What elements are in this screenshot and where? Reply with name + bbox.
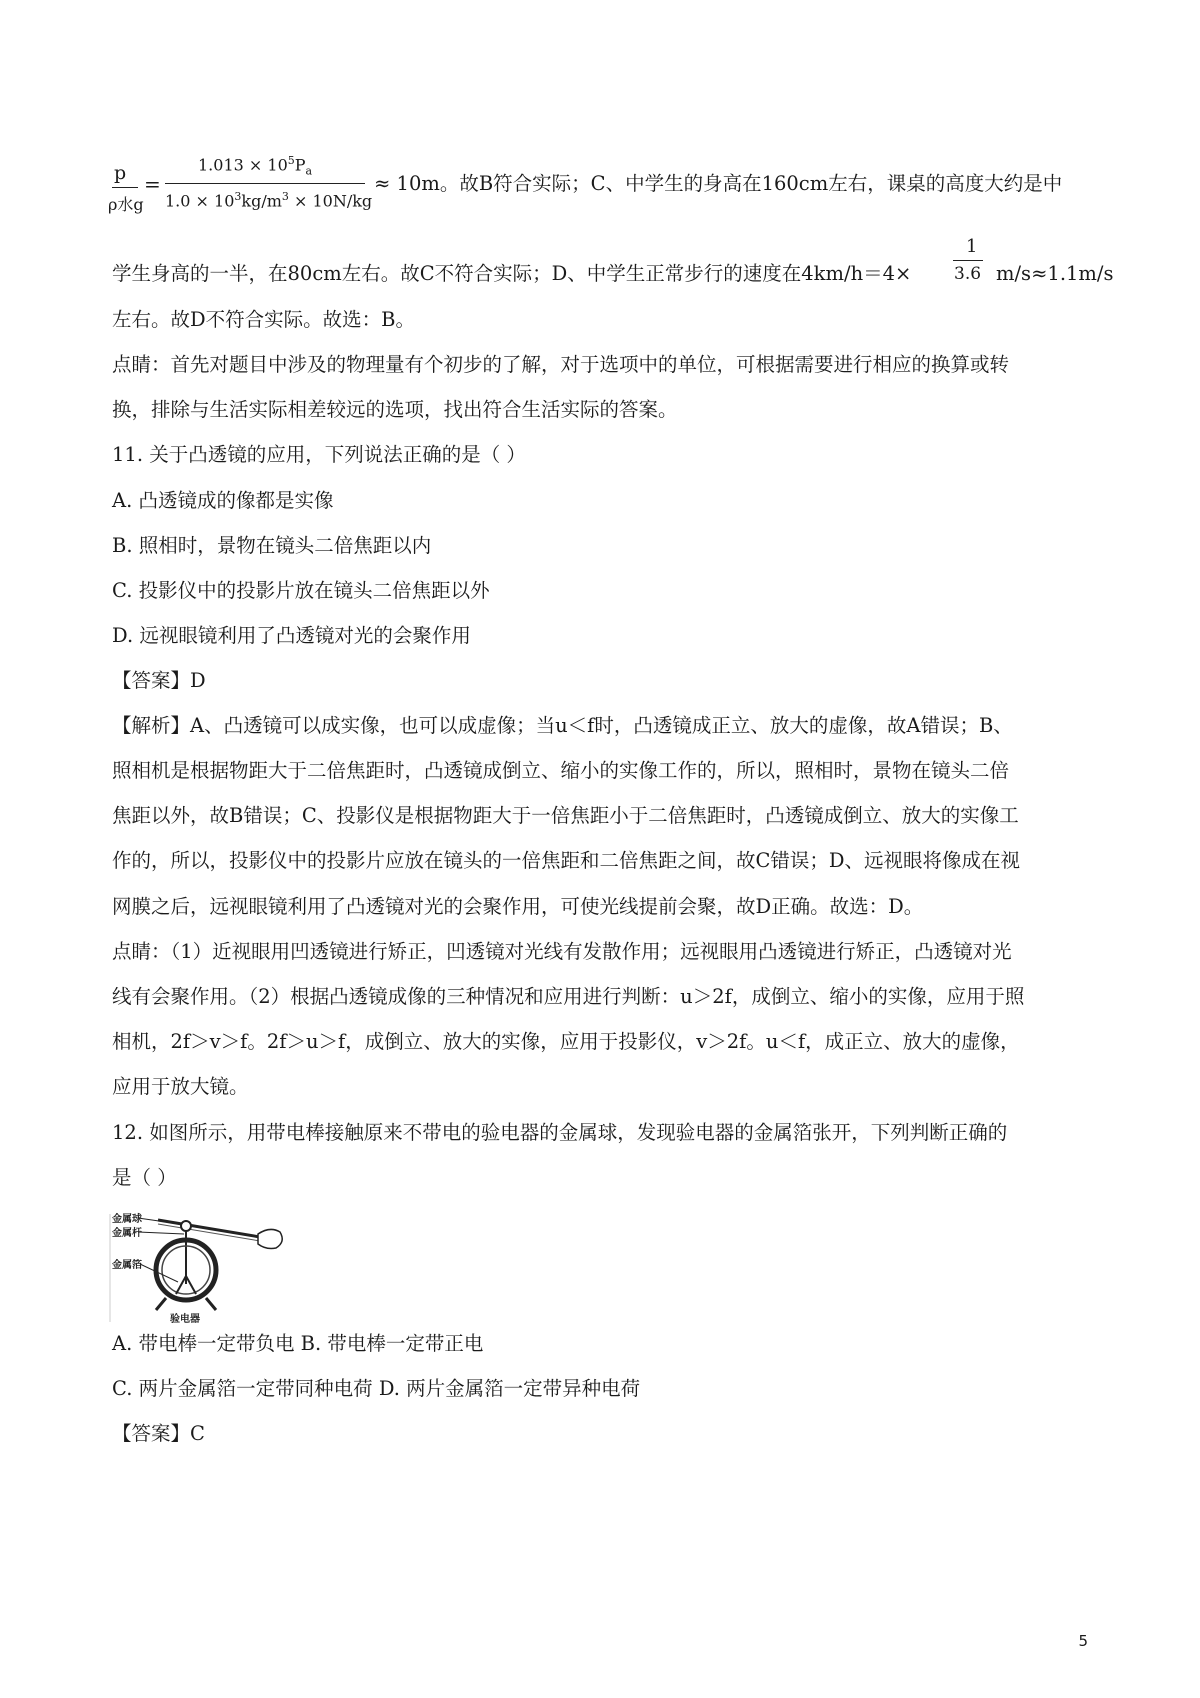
electroscope-diagram <box>108 1212 288 1324</box>
fraction-p-numerator: p <box>114 162 127 184</box>
figure-caption: 验电器 <box>170 1314 200 1324</box>
fraction-bar <box>953 260 983 261</box>
option-c: C. 投影仪中的投影片放在镜头二倍焦距以外 <box>112 579 490 602</box>
explanation-line: 【解析】A、凸透镜可以成实像，也可以成虚像；当u＜f时，凸透镜成正立、放大的虚像，故A错误；B、 <box>112 714 1013 737</box>
answer-12: 【答案】C <box>112 1422 205 1445</box>
metal-ball <box>181 1221 191 1231</box>
option-b: B. 照相时，景物在镜头二倍焦距以内 <box>112 534 432 557</box>
fraction-bar <box>165 183 365 184</box>
label-metal-rod: 金属杆 <box>112 1228 142 1239</box>
fraction-pressure-numerator: $1.013 \times 10^5P_a$ <box>198 154 313 178</box>
explanation-line: 网膜之后，远视眼镜利用了凸透镜对光的会聚作用，可使光线提前会聚，故D正确。故选：D。 <box>112 895 924 918</box>
page-number: 5 <box>1078 1632 1088 1650</box>
comment-line: 点睛：（1）近视眼用凹透镜进行矫正，凹透镜对光线有发散作用；远视眼用凸透镜进行矫正，凸透镜对光 <box>112 940 1012 963</box>
answer-11: 【答案】D <box>112 669 206 692</box>
label-metal-foil: 金属箔 <box>112 1260 142 1271</box>
fraction-rho-g-denominator: ρ水g <box>108 195 144 214</box>
electroscope-figure <box>108 1212 288 1324</box>
option-a: A. 凸透镜成的像都是实像 <box>112 489 334 512</box>
label-metal-ball: 金属球 <box>112 1214 142 1225</box>
option-d: D. 远视眼镜利用了凸透镜对光的会聚作用 <box>112 624 471 647</box>
comment-line: 应用于放大镜。 <box>112 1075 249 1098</box>
fraction-bar <box>112 187 138 188</box>
question-12-options-ab: A. 带电棒一定带负电 B. 带电棒一定带正电 <box>112 1332 484 1355</box>
text-line: 左右。故D不符合实际。故选：B。 <box>112 308 415 331</box>
fraction-pressure-denominator: $1.0 \times 10^3kg/m^3 \times 10N/kg$ <box>165 190 373 211</box>
question-12-continued: 是（ ） <box>112 1166 177 1189</box>
formula-tail-text: ≈ 10m。故B符合实际；C、中学生的身高在160cm左右，课桌的高度大约是中 <box>374 172 1063 195</box>
explanation-line: 照相机是根据物距大于二倍焦距时，凸透镜成倒立、缩小的实像工作的，所以，照相时，景物在镜头二倍 <box>112 759 1010 782</box>
comment-line: 换，排除与生活实际相差较远的选项，找出符合生活实际的答案。 <box>112 398 678 421</box>
question-11: 11. 关于凸透镜的应用，下列说法正确的是（ ） <box>112 443 526 466</box>
comment-line: 相机，2f＞v＞f。2f＞u＞f，成倒立、放大的实像，应用于投影仪，v＞2f。u＜f，成正立、放大的虚像， <box>112 1030 1020 1053</box>
explanation-line: 作的，所以，投影仪中的投影片应放在镜头的一倍焦距和二倍焦距之间，故C错误；D、远视眼将像成在视 <box>112 849 1021 872</box>
question-12: 12. 如图所示，用带电棒接触原来不带电的验电器的金属球，发现验电器的金属箔张开，下列判断正确的 <box>112 1121 1008 1144</box>
speed-fraction-denominator: 3.6 <box>954 264 982 284</box>
speed-result-text: m/s≈1.1m/s <box>996 262 1114 285</box>
speed-fraction-numerator: 1 <box>966 236 978 257</box>
explanation-line: 焦距以外，故B错误；C、投影仪是根据物距大于一倍焦距小于二倍焦距时，凸透镜成倒立、放大的实像工 <box>112 804 1019 827</box>
hand-icon <box>258 1229 282 1248</box>
comment-line: 点睛：首先对题目中涉及的物理量有个初步的了解，对于选项中的单位，可根据需要进行相应的换算或转 <box>112 353 1010 376</box>
question-12-options-cd: C. 两片金属箔一定带同种电荷 D. 两片金属箔一定带异种电荷 <box>112 1377 641 1400</box>
speed-text: 学生身高的一半，在80cm左右。故C不符合实际；D、中学生正常步行的速度在4km/h＝4× <box>112 262 912 285</box>
comment-line: 线有会聚作用。（2）根据凸透镜成像的三种情况和应用进行判断：u＞2f，成倒立、缩小的实像，应用于照 <box>112 985 1025 1008</box>
